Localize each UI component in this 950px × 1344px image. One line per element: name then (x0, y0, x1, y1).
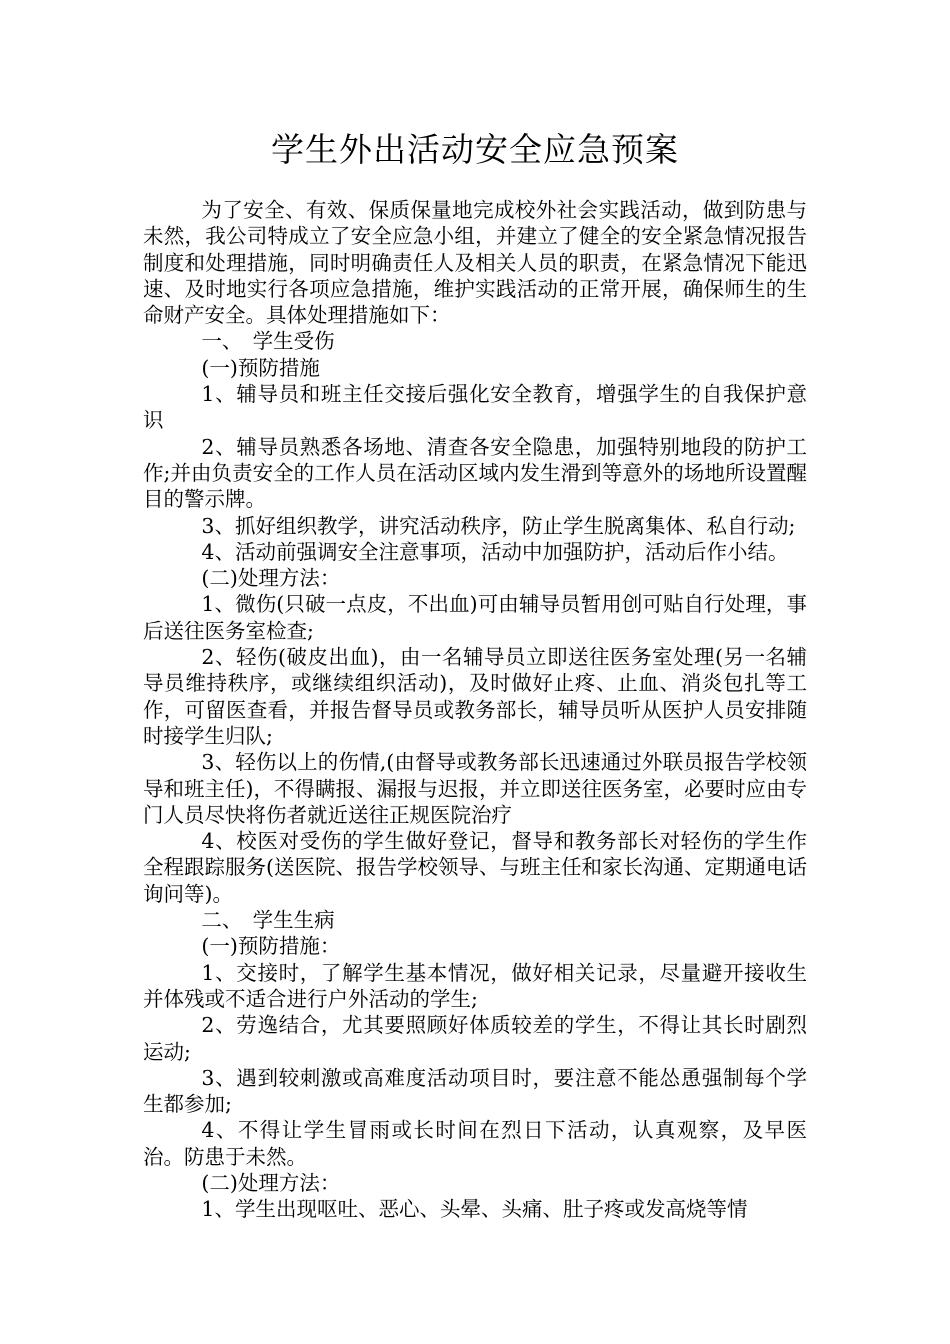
section-heading-injury: 一、 学生受伤 (201, 329, 335, 354)
paragraph: 3、遇到较刺激或高难度活动项目时，要注意不能怂恿强制每个学生都参加; (143, 1065, 807, 1117)
paragraph: 1、交接时，了解学生基本情况，做好相关记录，尽量避开接收生并体残或不适合进行户外活动的学生; (143, 960, 807, 1011)
paragraph: 4、活动前强调安全注意事项，活动中加强防护，活动后作小结。 (201, 539, 789, 564)
paragraph: 2、辅导员熟悉各场地、清查各安全隐患，加强特别地段的防护工作;并由负责安全的工作人员在活动区域内发生滑到等意外的场地所设置醒目的警示牌。 (143, 434, 807, 512)
subsection-heading-handling: (二)处理方法： (201, 1170, 341, 1195)
document-body (143, 197, 807, 1223)
paragraph: 3、轻伤以上的伤情,(由督导或教务部长迅速通过外联员报告学校领导和班主任)，不得瞒报、漏报与迟报，并立即送往医务室，必要时应由专门人员尽快将伤者就近送往正规医院治疗 (143, 750, 807, 827)
paragraph: 1、学生出现呕吐、恶心、头晕、头痛、肚子疼或发高烧等情 (201, 1197, 748, 1222)
paragraph: 2、劳逸结合，尤其要照顾好体质较差的学生，不得让其长时剧烈运动; (143, 1013, 807, 1064)
section-heading-illness: 二、 学生生病 (201, 908, 335, 933)
paragraph: 4、不得让学生冒雨或长时间在烈日下活动，认真观察，及早医治。防患于未然。 (143, 1118, 807, 1169)
intro-paragraph: 为了安全、有效、保质保量地完成校外社会实践活动，做到防患与未然，我公司特成立了安全应急小组，并建立了健全的安全紧急情况报告制度和处理措施，同时明确责任人及相关人员的职责，在紧急情况下能迅速、及时地实行各项应急措施，维护实践活动的正常开展，确保师生的生命财产安全。具体处理措施如下： (143, 198, 807, 328)
paragraph: 1、辅导员和班主任交接后强化安全教育，增强学生的自我保护意识 (143, 382, 807, 433)
paragraph: 4、校医对受伤的学生做好登记，督导和教务部长对轻伤的学生作全程跟踪服务(送医院、报告学校领导、与班主任和家长沟通、定期通电话询问等)。 (143, 829, 807, 906)
subsection-heading-prevention: (一)预防措施： (201, 934, 341, 959)
subsection-heading-prevention: (一)预防措施 (201, 355, 320, 380)
subsection-heading-handling: (二)处理方法： (201, 566, 341, 591)
paragraph: 2、轻伤(破皮出血)，由一名辅导员立即送往医务室处理(另一名辅导员维持秩序，或继续组织活动)，及时做好止疼、止血、消炎包扎等工作，可留医查看，并报告督导员或教务部长，辅导员听从医护人员安排随时接学生归队; (143, 645, 807, 748)
paragraph: 1、微伤(只破一点皮，不出血)可由辅导员暂用创可贴自行处理，事后送往医务室检查; (143, 592, 807, 643)
document-title: 学生外出活动安全应急预案 (271, 130, 679, 169)
paragraph: 3、抓好组织教学，讲究活动秩序，防止学生脱离集体、私自行动; (201, 513, 796, 538)
